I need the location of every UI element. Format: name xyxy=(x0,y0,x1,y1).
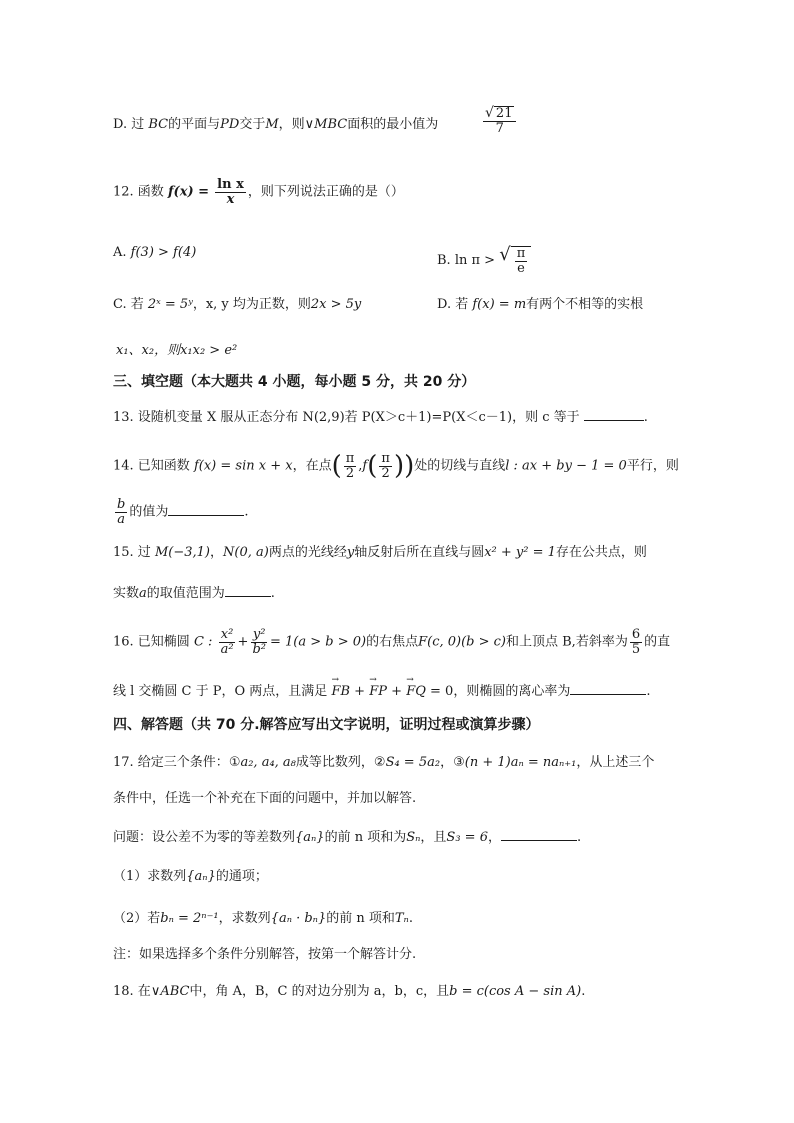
q16-answer-blank[interactable] xyxy=(570,682,646,695)
q17-line1: 17. 给定三个条件：①a₂, a₄, a₈成等比数列，②S₄ = 5a₂，③(n + 1)aₙ = naₙ₊₁，从上述三个 xyxy=(113,755,655,770)
q17-part1: （1）求数列{aₙ}的通项； xyxy=(113,869,268,884)
q12-option-d: D. 若 f(x) = m有两个不相等的实根 xyxy=(437,297,644,312)
q12-stem: 12. 函数 f(x) = $\frac{\text{ln x}}{x}$ ，则下列说法正确的是（） xyxy=(113,177,404,207)
section-solution-title: 四、解答题（共 70 分.解答应写出文字说明，证明过程或演算步骤） xyxy=(113,717,540,733)
q12-option-c: C. 若 2ˣ = 5ʸ，x, y 均为正数，则2x > 5y xyxy=(113,297,362,312)
q15-line1: 15. 过 M(−3,1)，N(0, a)两点的光线经y轴反射后所在直线与圆x² + y² = 1存在公共点，则 xyxy=(113,545,647,560)
q11-option-d: D. 过 BC的平面与PD交于M，则∨MBC面积的最小值为 xyxy=(113,117,439,132)
q12-option-b: B. ln π > √ $\frac{\pi}{e}$ xyxy=(437,246,531,275)
q14-line2: $\frac{b}{a}$ 的值为 . xyxy=(117,497,249,527)
q16-line1: 16. 已知椭圆 C : $\frac{\text{x²}}{\text{a²}}$ + $\frac{\text{y²}}{\text{b²}}$ = 1(a > b > 0)的右焦点F(c, 0)(b > c)和上顶点 B,若斜率为 $\frac{6}{5}$ 的直 xyxy=(113,627,671,657)
q17-problem: 问题：设公差不为零的等差数列{aₙ}的前 n 项和为Sₙ，且S₃ = 6， . xyxy=(113,830,582,845)
q11-d-fraction: √ 21 7 xyxy=(481,106,518,135)
section-fill-in-title: 三、填空题（本大题共 4 小题，每小题 5 分，共 20 分） xyxy=(113,374,476,390)
q13-answer-blank[interactable] xyxy=(584,408,644,421)
q18: 18. 在∨ABC中，角 A，B，C 的对边分别为 a，b，c，且b = c(cos A − sin A). xyxy=(113,984,586,999)
q17-note: 注：如果选择多个条件分别解答，按第一个解答计分. xyxy=(113,947,417,962)
q17-part2: （2）若bₙ = 2ⁿ⁻¹，求数列{aₙ · bₙ}的前 n 项和Tₙ. xyxy=(113,911,413,926)
q17-condition-blank[interactable] xyxy=(501,828,577,841)
q12-option-a: A. f(3) > f(4) xyxy=(113,245,197,260)
q14-line1: 14. 已知函数 f(x) = sin x + x，在点( $\frac{\pi}{2}$ ,f( $\frac{\pi}{2}$ ))处的切线与直线l : ax + by − 1 = 0平行，则 xyxy=(113,451,679,482)
q12-option-d-cont: x₁、x₂，则x₁x₂ > e² xyxy=(116,343,238,358)
q13: 13. 设随机变量 X 服从正态分布 N(2,9)若 P(X＞c＋1)=P(X＜c－1)，则 c 等于 . xyxy=(113,410,648,425)
q14-answer-blank[interactable] xyxy=(168,503,244,516)
q15-answer-blank[interactable] xyxy=(225,584,271,597)
q17-line2: 条件中，任选一个补充在下面的问题中，并加以解答. xyxy=(113,791,417,806)
q15-line2: 实数a的取值范围为 . xyxy=(113,586,275,601)
q16-line2: 线 l 交椭圆 C 于 P，O 两点，且满足 → FB + → FP + → FQ = 0，则椭圆的离心率为 . xyxy=(113,682,650,698)
